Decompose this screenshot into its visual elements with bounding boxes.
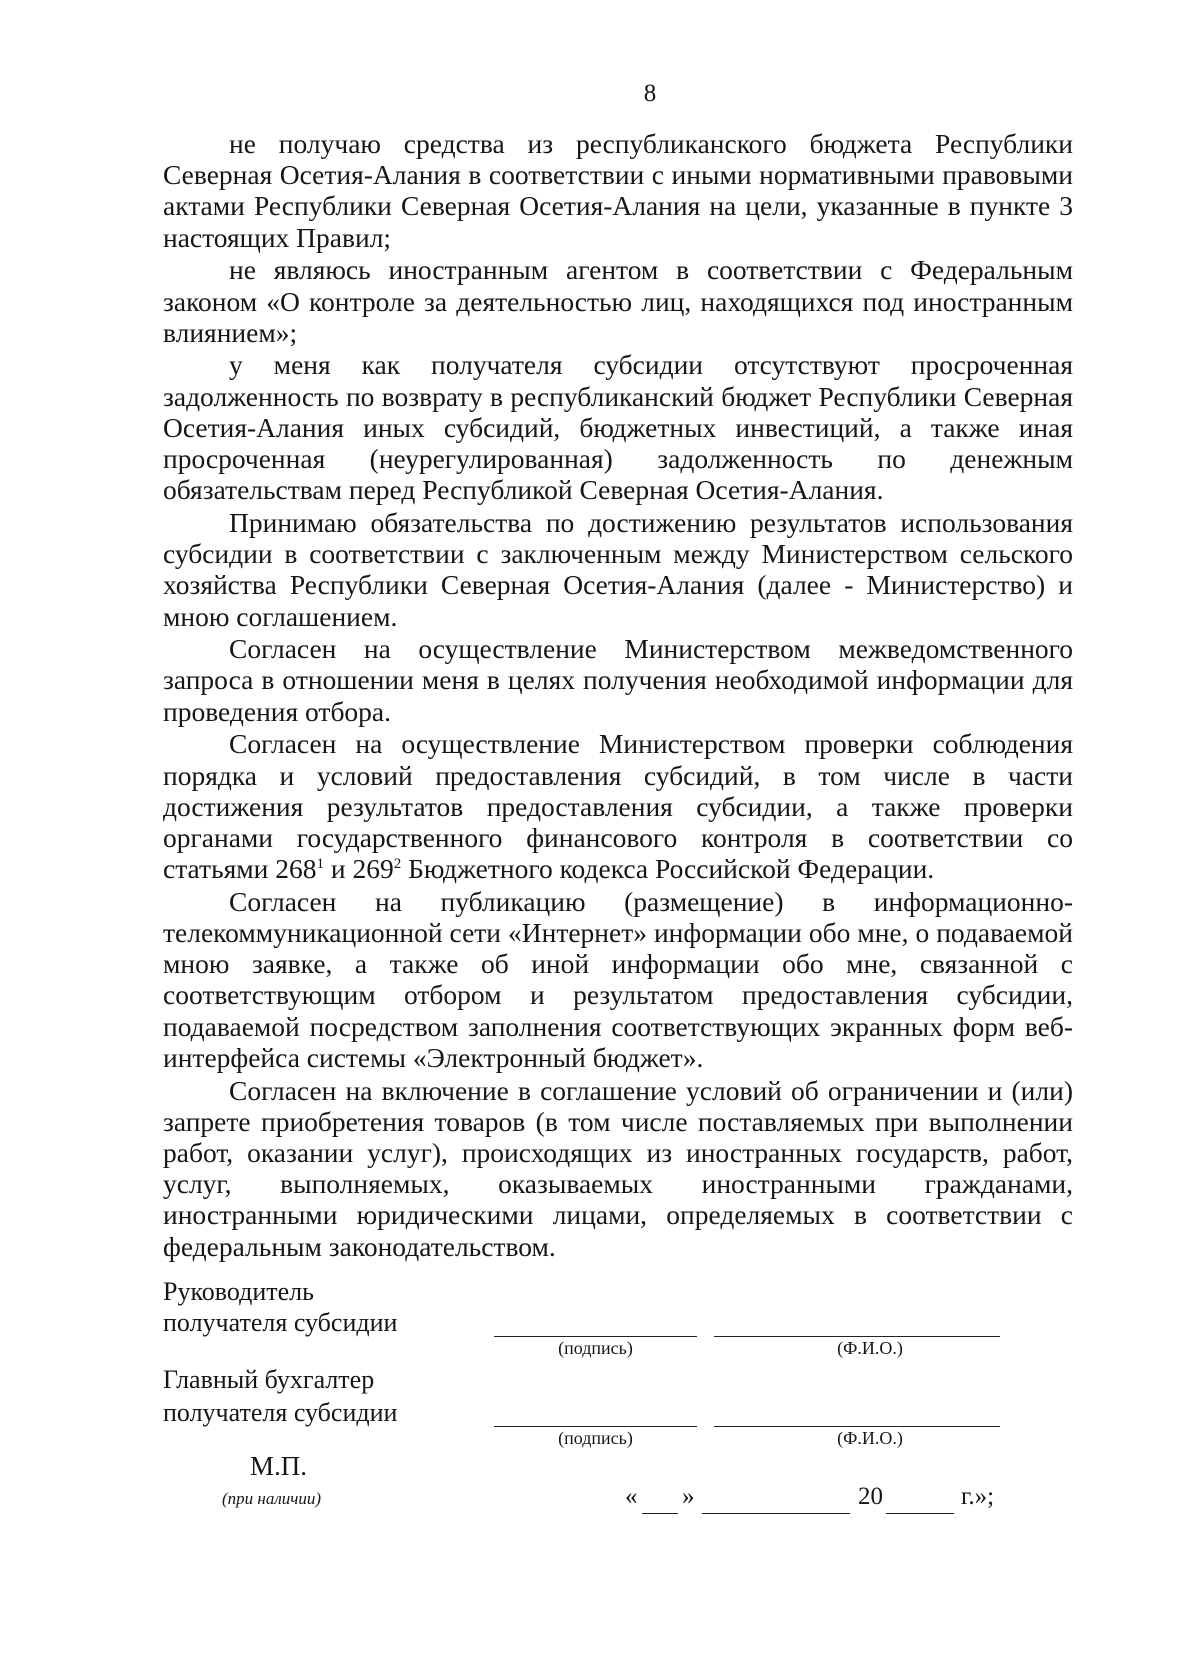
date-year-suffix: г.»; <box>961 1483 995 1510</box>
head-signature-caption: (подпись) <box>558 1338 633 1358</box>
date-day-line[interactable] <box>642 1513 678 1514</box>
date-open-quote: « <box>625 1483 638 1510</box>
article-superscript-2: 2 <box>393 856 402 873</box>
paragraph-no-debts: у меня как получателя субсидии отсутствуют просроченная задолженность по возврату в республиканский бюджет Республики Северная Осетия-Алания иных субсидий, бюджетных инвестиций, а также иная просроченная (неурегулированная) задолженность по денежным обязательствам перед Республикой Северная Осетия-Алания. <box>163 349 1073 506</box>
paragraph-not-foreign-agent: не являюсь иностранным агентом в соответствии с Федеральным законом «О контроле за деятельностью лиц, находящихся под иностранным влиянием»; <box>163 254 1073 348</box>
accountant-label-line1: Главный бухгалтер <box>163 1365 375 1394</box>
audit-text-mid: и 269 <box>324 853 394 885</box>
paragraph-consent-request: Согласен на осуществление Министерством межведомственного запроса в отношении меня в целях получения необходимой информации для проведения отбора. <box>163 633 1073 727</box>
page-number: 8 <box>643 80 657 107</box>
paragraph-no-other-funds: не получаю средства из республиканского бюджета Республики Северная Осетия-Алания в соответствии с иными нормативными правовыми актами Республики Северная Осетия-Алания на цели, указанные в пункте 3 настоящих Правил; <box>163 128 1073 253</box>
accountant-signature-line[interactable] <box>494 1426 697 1427</box>
paragraph-consent-restrictions: Согласен на включение в соглашение условий об ограничении и (или) запрете приобретения товаров (в том числе поставляемых при выполнении работ, оказании услуг), происходящих из иностранных государств, работ, услуг, выполняемых, оказываемых иностранными гражданами, иностранными юридическими лицами, определяемых в соответствии с федеральным законодательством. <box>163 1074 1073 1262</box>
paragraph-consent-publication: Согласен на публикацию (размещение) в информационно-телекоммуникационной сети «Интернет» информации обо мне, о подаваемой мною заявке, а также об иной информации обо мне, связанной с соответствующим отбором и результатом предоставления субсидии, подаваемой посредством заполнения соответствующих экранных форм веб-интерфейса системы «Электронный бюджет». <box>163 885 1073 1073</box>
paragraph-obligations: Принимаю обязательства по достижению результатов использования субсидии в соответствии с заключенным между Министерством сельского хозяйства Республики Северная Осетия-Алания (далее - Министерство) и мною соглашением. <box>163 506 1073 632</box>
head-name-line[interactable] <box>714 1336 1000 1337</box>
head-label-line1: Руководитель <box>163 1277 314 1306</box>
head-signature-line[interactable] <box>494 1336 697 1337</box>
accountant-signature-caption: (подпись) <box>558 1428 633 1448</box>
accountant-name-caption: (Ф.И.О.) <box>837 1428 903 1448</box>
date-year-prefix: 20 <box>858 1483 883 1510</box>
audit-text-end: Бюджетного кодекса Российской Федерации. <box>401 853 935 885</box>
stamp-label: М.П. <box>250 1451 308 1481</box>
date-close-quote: » <box>682 1483 695 1510</box>
date-year-line[interactable] <box>886 1513 954 1514</box>
paragraph-consent-audit <box>163 728 1073 884</box>
accountant-label-line2: получателя субсидии <box>163 1398 398 1427</box>
audit-text-start: Согласен на осуществление Министерством проверки соблюдения порядка и условий предоставления субсидий, в том числе в части достижения результатов предоставления субсидии, а также проверки органами государственного финансового контроля в соответствии со статьями 268 <box>163 728 1073 885</box>
stamp-note: (при наличии) <box>222 1489 322 1508</box>
document-body <box>163 128 1073 1263</box>
head-label-line2: получателя субсидии <box>163 1308 398 1337</box>
accountant-name-line[interactable] <box>714 1426 1000 1427</box>
article-superscript-1: 1 <box>316 856 325 873</box>
head-name-caption: (Ф.И.О.) <box>837 1338 903 1358</box>
date-month-line[interactable] <box>702 1513 850 1514</box>
